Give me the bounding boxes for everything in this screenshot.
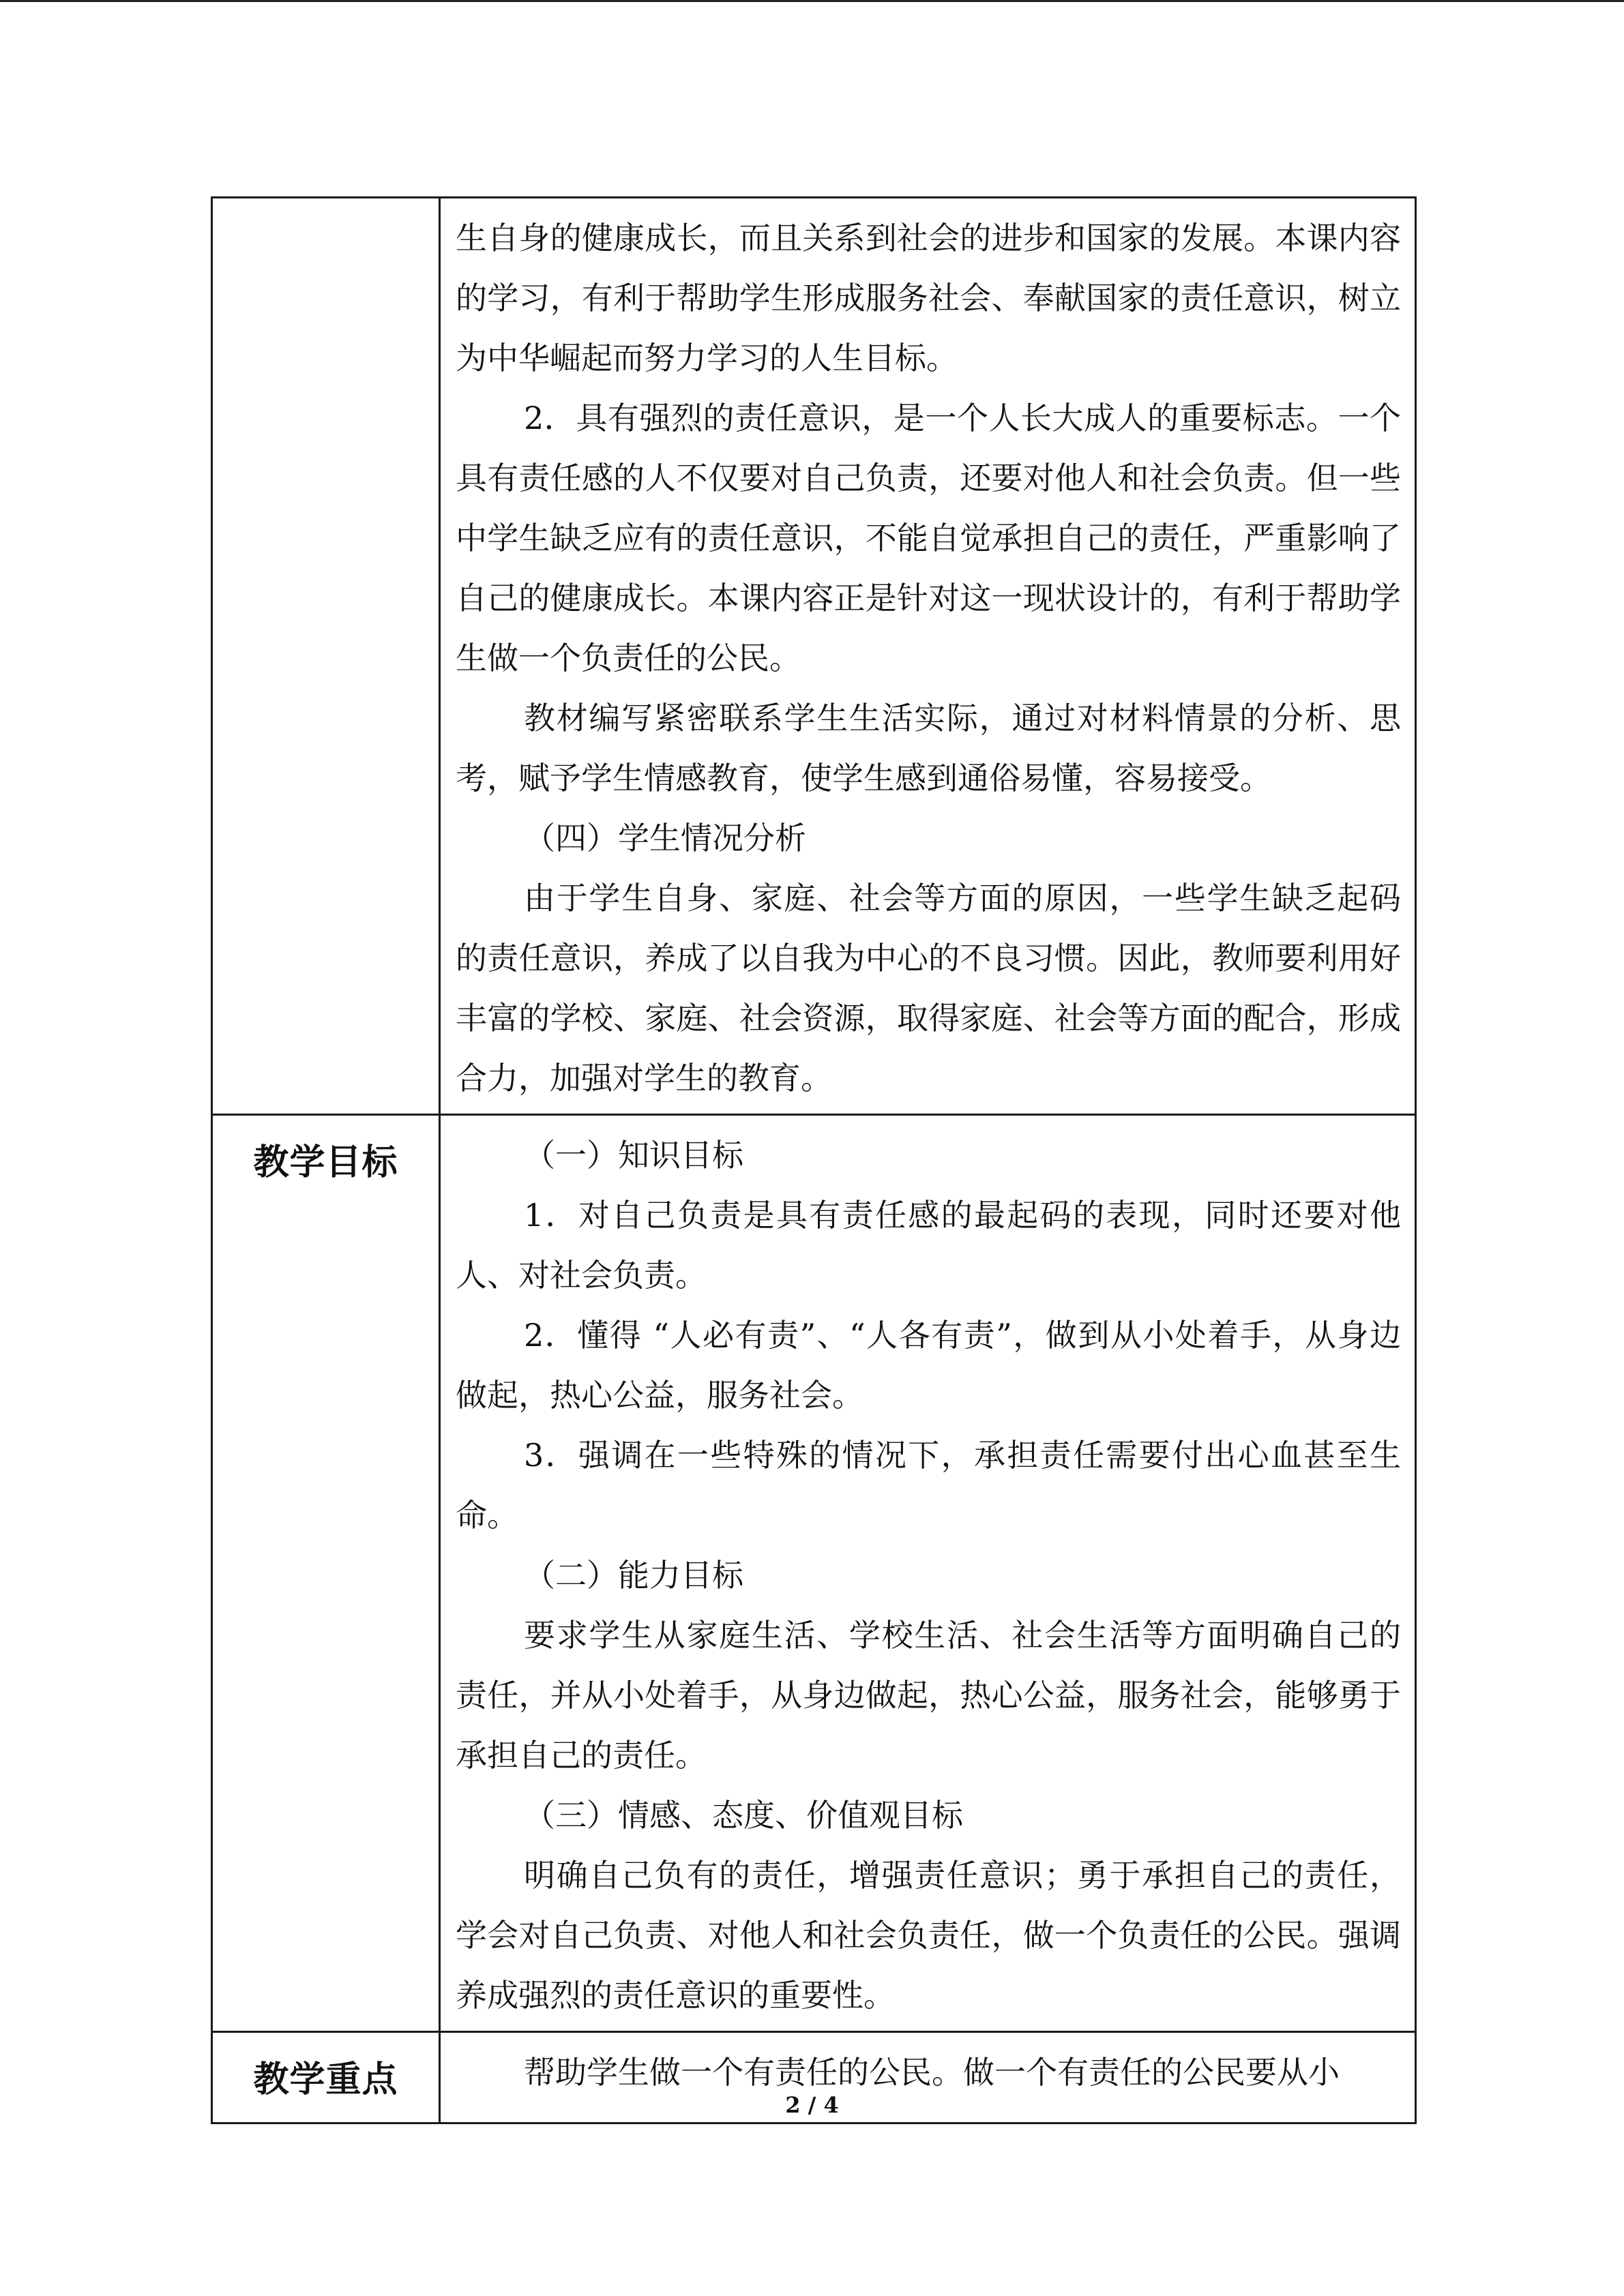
top-border-line — [0, 0, 1624, 2]
section-heading: （四）学生情况分析 — [524, 820, 806, 856]
table-row-teaching-objectives — [212, 1115, 1416, 2032]
paragraph: 2．具有强烈的责任意识，是一个人长大成人的重要标志。一个具有责任感的人不仅要对自己负责，还要对他人和社会负责。但一些中学生缺乏应有的责任意识，不能自觉承担自己的责任，严重影响了自己的健康成长。本课内容正是针对这一现状设计的，有利于帮助学生做一个负责任的公民。 — [456, 400, 1401, 676]
section-heading: （二）能力目标 — [524, 1557, 743, 1594]
row-label-empty — [212, 198, 440, 1115]
paragraph: 1．对自己负责是具有责任感的最起码的表现，同时还要对他人、对社会负责。 — [456, 1197, 1401, 1294]
paragraph: 明确自己负有的责任，增强责任意识；勇于承担自己的责任，学会对自己负责、对他人和社会负责任，做一个负责任的公民。强调养成强烈的责任意识的重要性。 — [456, 1857, 1401, 2014]
paragraph: 教材编写紧密联系学生生活实际，通过对材料情景的分析、思考，赋予学生情感教育，使学生感到通俗易懂，容易接受。 — [456, 700, 1401, 796]
row-label-teaching-objectives: 教学目标 — [212, 1115, 440, 2032]
section-heading: （三）情感、态度、价值观目标 — [524, 1797, 963, 1834]
paragraph: 生自身的健康成长，而且关系到社会的进步和国家的发展。本课内容的学习，有利于帮助学生形成服务社会、奉献国家的责任意识，树立为中华崛起而努力学习的人生目标。 — [456, 220, 1401, 376]
paragraph: 3．强调在一些特殊的情况下，承担责任需要付出心血甚至生命。 — [456, 1437, 1401, 1534]
paragraph: 要求学生从家庭生活、学校生活、社会生活等方面明确自己的责任，并从小处着手，从身边做起，热心公益，服务社会，能够勇于承担自己的责任。 — [456, 1617, 1401, 1774]
paragraph: 由于学生自身、家庭、社会等方面的原因，一些学生缺乏起码的责任意识，养成了以自我为中心的不良习惯。因此，教师要利用好丰富的学校、家庭、社会资源，取得家庭、社会等方面的配合，形成合力，加强对学生的教育。 — [456, 880, 1401, 1097]
paragraph: 帮助学生做一个有责任的公民。做一个有责任的公民要从小 — [524, 2054, 1340, 2091]
table-row-background — [212, 198, 1416, 1115]
lesson-plan-table — [211, 196, 1417, 2124]
page-number: 2 / 4 — [785, 2092, 839, 2118]
section-heading: （一）知识目标 — [524, 1137, 743, 1174]
row-content-background — [440, 198, 1416, 1115]
row-content-teaching-objectives — [440, 1115, 1416, 2032]
paragraph: 2．懂得 “人必有责”、“人各有责”，做到从小处着手，从身边做起，热心公益，服务社会。 — [456, 1317, 1401, 1414]
row-label-teaching-focus: 教学重点 — [212, 2032, 440, 2123]
